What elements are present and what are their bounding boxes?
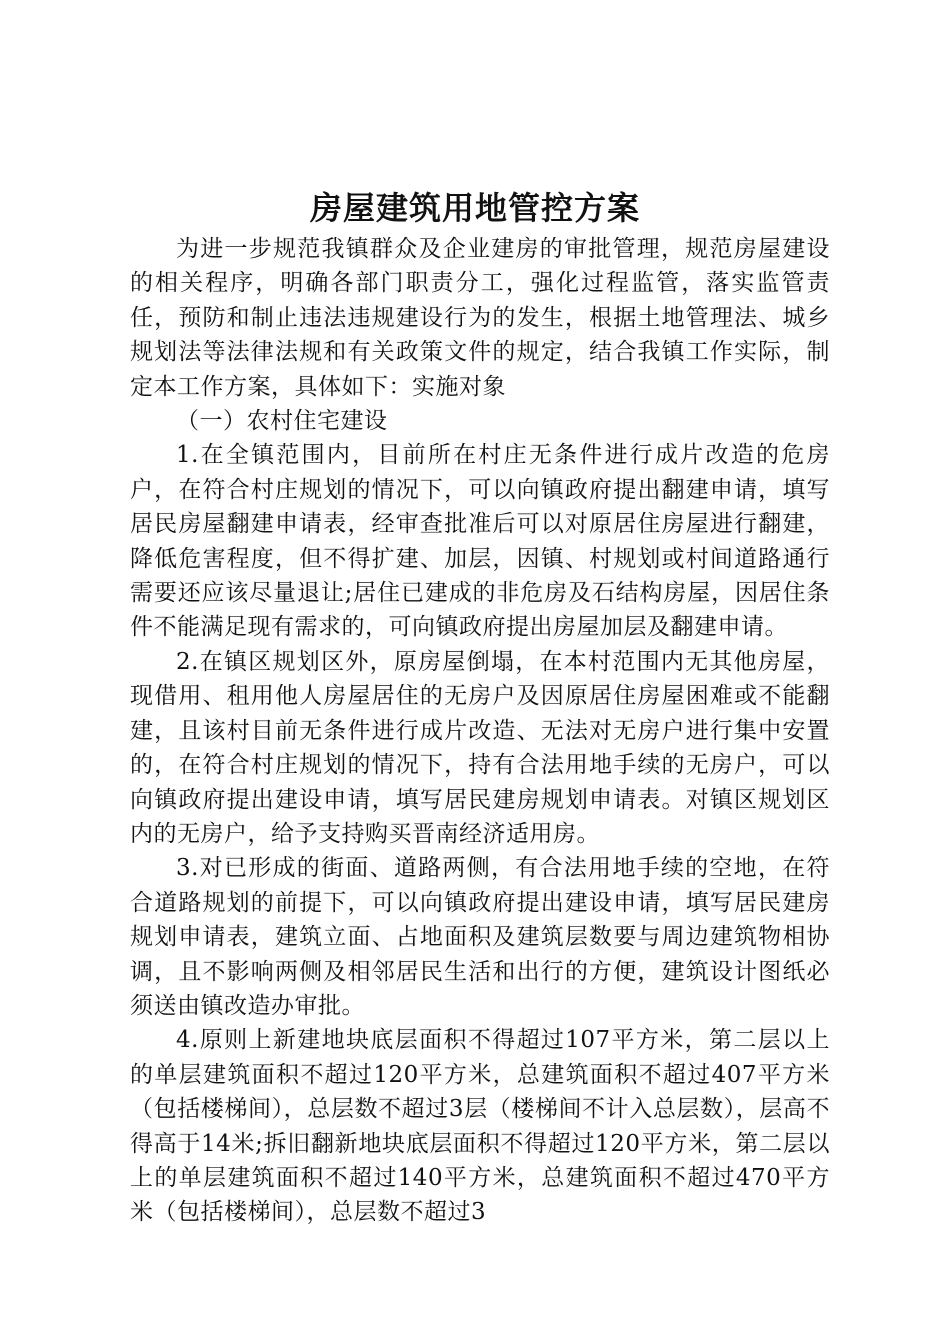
document-title: 房屋建筑用地管控方案 (309, 189, 640, 227)
section-heading-rural-housing: （一）农村住宅建设 (176, 408, 388, 435)
document-body (130, 232, 830, 1230)
paragraph-intro: 为进一步规范我镇群众及企业建房的审批管理，规范房屋建设的相关程序，明确各部门职责分工，强化过程监管，落实监管责任，预防和制止违法违规建设行为的发生，根据土地管理法、城乡规划法等法律法规和有关政策文件的规定，结合我镇工作实际，制定本工作方案，具体如下：实施对象 (130, 236, 830, 400)
paragraph-item-2: 2.在镇区规划区外，原房屋倒塌，在本村范围内无其他房屋，现借用、租用他人房屋居住的无房户及因原居住房屋困难或不能翻建，且该村目前无条件进行成片改造、无法对无房户进行集中安置的，在符合村庄规划的情况下，持有合法用地手续的无房户，可以向镇政府提出建设申请，填写居民建房规划申请表。对镇区规划区内的无房户，给予支持购买晋南经济适用房。 (130, 648, 830, 847)
paragraph-item-3: 3.对已形成的街面、道路两侧，有合法用地手续的空地，在符合道路规划的前提下，可以向镇政府提出建设申请，填写居民建房规划申请表，建筑立面、占地面积及建筑层数要与周边建筑物相协调，且不影响两侧及相邻居民生活和出行的方便，建筑设计图纸必须送由镇改造办审批。 (130, 855, 830, 1019)
paragraph-item-4: 4.原则上新建地块底层面积不得超过107平方米，第二层以上的单层建筑面积不超过120平方米，总建筑面积不超过407平方米（包括楼梯间），总层数不超过3层（楼梯间不计入总层数），层高不得高于14米;拆旧翻新地块底层面积不得超过120平方米，第二层以上的单层建筑面积不超过140平方米，总建筑面积不超过470平方米（包括楼梯间），总层数不超过3 (130, 1027, 830, 1226)
paragraph-item-1: 1.在全镇范围内，目前所在村庄无条件进行成片改造的危房户，在符合村庄规划的情况下，可以向镇政府提出翻建申请，填写居民房屋翻建申请表，经审查批准后可以对原居住房屋进行翻建，降低危害程度，但不得扩建、加层，因镇、村规划或村间道路通行需要还应该尽量退让;居住已建成的非危房及石结构房屋，因居住条件不能满足现有需求的，可向镇政府提出房屋加层及翻建申请。 (130, 442, 830, 641)
